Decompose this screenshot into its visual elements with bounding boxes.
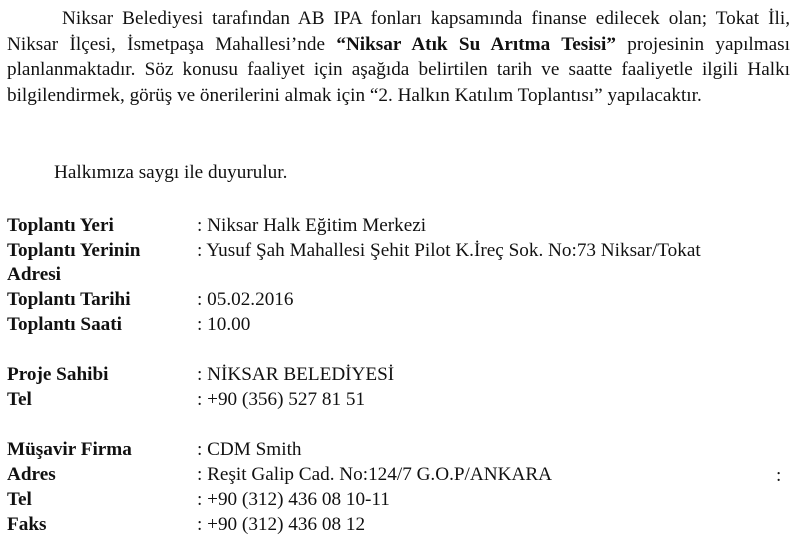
project-name: “Niksar Atık Su Arıtma Tesisi” [336, 33, 616, 55]
meeting-place-label: Toplantı Yeri [7, 215, 114, 236]
project-owner-value: : NİKSAR BELEDİYESİ [197, 364, 395, 385]
project-owner-tel-label: Tel [7, 389, 32, 410]
meeting-address-label-line1: Toplantı Yerinin [7, 240, 141, 261]
consultant-address-label: Adres [7, 464, 56, 485]
project-owner-tel-value: : +90 (356) 527 81 51 [197, 389, 366, 410]
consultant-firm-label: Müşavir Firma [7, 439, 132, 460]
meeting-address-label-line2: Adresi [7, 264, 62, 285]
intro-text-part1: Niksar Belediyesi tarafından AB IPA fonları kapsamında finanse edilecek olan; Tokat İli, Niksar İlçesi, İsmetpaşa Mahallesi’nde [7, 8, 790, 55]
stray-colon-mark: : [776, 465, 782, 486]
consultant-tel-label: Tel [7, 489, 32, 510]
meeting-date-label: Toplantı Tarihi [7, 289, 131, 310]
meeting-time-label: Toplantı Saati [7, 314, 122, 335]
greeting-line: Halkımıza saygı ile duyurulur. [54, 162, 288, 183]
consultant-tel-value: : +90 (312) 436 08 10-11 [197, 489, 390, 510]
meeting-time-value: : 10.00 [197, 314, 251, 335]
project-owner-label: Proje Sahibi [7, 364, 109, 385]
intro-paragraph [7, 6, 790, 108]
meeting-address-value: : Yusuf Şah Mahallesi Şehit Pilot K.İreç Sok. No:73 Niksar/Tokat [197, 240, 701, 261]
consultant-firm-value: : CDM Smith [197, 439, 302, 460]
consultant-fax-value: : +90 (312) 436 08 12 [197, 514, 366, 535]
consultant-fax-label: Faks [7, 514, 47, 535]
intro-text-part2: projesinin yapılması planlanmaktadır. Söz konusu faaliyet için aşağıda belirtilen tarih ve saatte faaliyetle ilgili Halkı bilgilendirmek, görüş ve önerilerini almak için “2. Halkın Katılım Toplantısı” yapılacaktır. [7, 33, 790, 106]
meeting-date-value: : 05.02.2016 [197, 289, 294, 310]
meeting-place-value: : Niksar Halk Eğitim Merkezi [197, 215, 427, 236]
consultant-address-value: : Reşit Galip Cad. No:124/7 G.O.P/ANKARA [197, 464, 552, 485]
